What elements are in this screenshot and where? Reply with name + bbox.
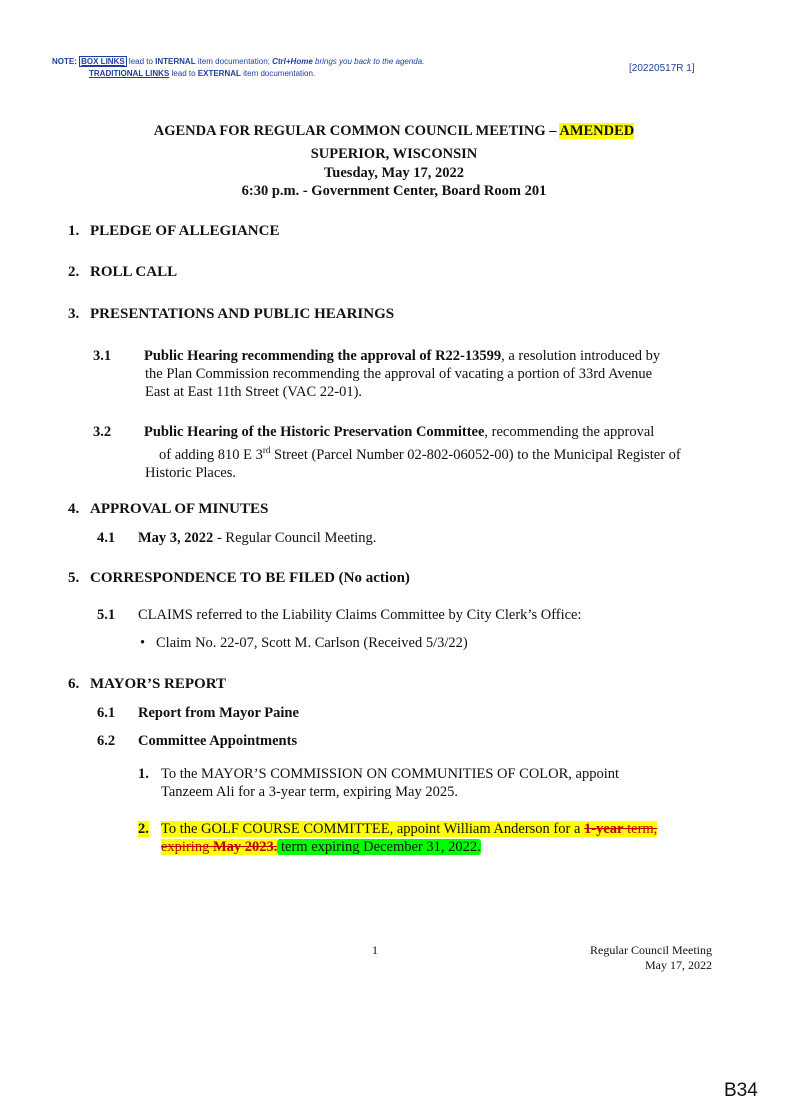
item-text: - Regular Council Meeting.: [213, 530, 377, 546]
appointment-number: [138, 820, 149, 838]
deleted-text: expiring: [161, 839, 213, 855]
item-text: , recommending the approval: [484, 424, 655, 440]
item-text: the Plan Commission recommending the approval of vacating a portion of 33rd Avenue: [145, 366, 653, 382]
section-number: 1.: [68, 223, 80, 239]
item-text: of adding 810 E 3: [159, 446, 263, 463]
item-5-1: CLAIMS referred to the Liability Claims Committee by City Clerk’s Office:: [138, 607, 582, 623]
meeting-date: Tuesday, May 17, 2022: [323, 165, 465, 181]
title-text: AGENDA FOR REGULAR COMMON COUNCIL MEETING –: [153, 123, 560, 139]
item-text: East at East 11th Street (VAC 22-01).: [145, 384, 363, 400]
section-number: 5.: [68, 570, 80, 586]
deleted-text: term,: [623, 821, 658, 837]
meeting-time-location: 6:30 p.m. - Government Center, Board Room 201: [241, 183, 547, 199]
item-3-2: [144, 423, 734, 482]
traditional-links-link[interactable]: TRADITIONAL LINKS: [89, 69, 170, 78]
item-number: 3.1: [93, 348, 112, 364]
section-title: APPROVAL OF MINUTES: [90, 501, 269, 517]
section-number: 2.: [68, 264, 80, 280]
item-3-2-link[interactable]: Public Hearing of the Historic Preservation Committee: [144, 424, 485, 440]
footer-meeting: Regular Council Meeting: [590, 943, 712, 957]
note-text: lead to: [169, 69, 198, 78]
note-label: NOTE:: [52, 57, 77, 66]
item-number: 3.2: [93, 424, 112, 440]
section-mayors-report: [68, 676, 226, 693]
section-title: PLEDGE OF ALLEGIANCE: [90, 223, 280, 239]
item-4-1: [138, 529, 376, 547]
inserted-text: term expiring December 31, 2022.: [277, 839, 481, 855]
section-minutes: [68, 501, 268, 518]
agenda-title: [0, 122, 788, 141]
note-text: item documentation.: [240, 69, 316, 78]
note-text: lead to: [126, 57, 156, 66]
item-text-sup: rd: [262, 445, 271, 455]
section-correspondence: [68, 570, 410, 587]
appointment-text: To the GOLF COURSE COMMITTEE, appoint William Anderson for a: [161, 821, 585, 837]
note-ctrl-home: Ctrl+Home: [272, 57, 313, 66]
item-text: Street (Parcel Number 02-802-06052-00) to the Municipal Register of: [270, 446, 681, 463]
box-links-link[interactable]: BOX LINKS: [81, 57, 125, 66]
note-text: item documentation;: [195, 57, 273, 66]
item-number: 5.1: [97, 607, 116, 623]
section-roll-call: [68, 264, 177, 281]
appointment-2: [161, 820, 731, 856]
item-number: 6.2: [97, 733, 116, 749]
corner-label: B34: [724, 1080, 758, 1101]
section-title: MAYOR’S REPORT: [90, 676, 227, 692]
city-title: SUPERIOR, WISCONSIN: [310, 146, 478, 162]
item-text: , a resolution introduced by: [501, 348, 661, 364]
appointment-text: Tanzeem Ali for a 3-year term, expiring May 2025.: [161, 784, 458, 800]
deleted-text: 1-year: [584, 821, 624, 837]
section-number: 3.: [68, 306, 80, 322]
section-number: 6.: [68, 676, 80, 692]
deleted-text: May 2023.: [212, 839, 278, 855]
bullet-item: [140, 634, 468, 652]
item-6-2: Committee Appointments: [138, 733, 298, 749]
footer-date: May 17, 2022: [645, 958, 712, 972]
section-number: 4.: [68, 501, 80, 517]
appointment-number-highlight: 2.: [138, 821, 149, 837]
note-block: [52, 56, 572, 80]
section-title: CORRESPONDENCE TO BE FILED (No action): [90, 570, 410, 586]
item-3-1-link[interactable]: Public Hearing recommending the approval of R22-13599: [144, 348, 502, 364]
claim-link[interactable]: Claim No. 22-07, Scott M. Carlson (Received 5/3/22): [156, 635, 468, 651]
page-number: 1: [372, 943, 378, 957]
note-external: EXTERNAL: [197, 69, 241, 78]
item-3-1: [144, 347, 724, 401]
section-title: PRESENTATIONS AND PUBLIC HEARINGS: [90, 306, 395, 322]
bullet-icon: •: [140, 635, 146, 651]
note-internal: INTERNAL: [155, 57, 196, 66]
amended-badge: AMENDED: [559, 123, 635, 139]
note-text: brings you back to the agenda.: [312, 57, 425, 66]
section-presentations: [68, 306, 394, 323]
reference-code: [20220517R 1]: [629, 63, 695, 74]
item-text: Historic Places.: [145, 464, 237, 481]
appointment-text: To the MAYOR’S COMMISSION ON COMMUNITIES OF COLOR, appoint: [161, 766, 620, 782]
item-number: 6.1: [97, 705, 116, 721]
item-4-1-link[interactable]: May 3, 2022: [138, 530, 214, 546]
item-6-1: Report from Mayor Paine: [138, 705, 299, 721]
appointment-number: 1.: [138, 766, 149, 782]
appointment-1: [161, 765, 721, 801]
section-pledge: [68, 223, 279, 240]
item-number: 4.1: [97, 530, 116, 546]
section-title: ROLL CALL: [90, 264, 178, 280]
